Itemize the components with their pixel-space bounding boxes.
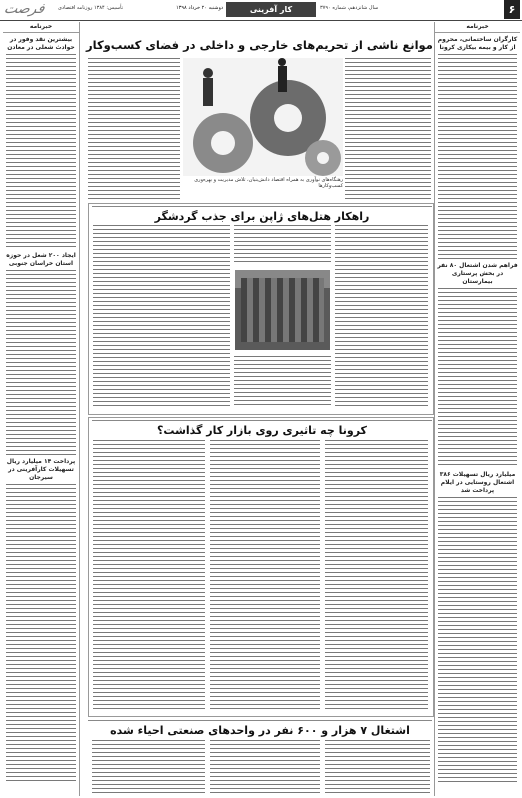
business-gears-illustration bbox=[183, 58, 343, 176]
left-news-body-2 bbox=[6, 270, 76, 455]
article-3-body-col-2 bbox=[210, 440, 320, 710]
page-number: ۶ bbox=[504, 0, 520, 19]
left-news-title-2: ایجاد ۲۰۰ شغل در حوزه استان خراسان جنوبی bbox=[6, 252, 76, 267]
header-meta-right: سال شانزدهم، شماره ۳۷۹۰ bbox=[320, 5, 379, 11]
left-news-body-3 bbox=[6, 484, 76, 784]
headline-article-4: اشتغال ۷ هزار و ۶۰۰ نفر در واحدهای صنعتی احیاء شده bbox=[88, 720, 432, 737]
article-4-body-col-2 bbox=[210, 740, 320, 794]
left-news-body-1 bbox=[6, 54, 76, 249]
article-2-body-col-1 bbox=[335, 225, 428, 408]
hotel-photo bbox=[235, 270, 330, 350]
article-2-body-col-2a bbox=[234, 225, 331, 265]
article-4-body-col-1 bbox=[325, 740, 430, 794]
right-news-body-1 bbox=[438, 54, 517, 259]
headline-article-3: کرونا چه تاثیری روی بازار کار گذاشت؟ bbox=[92, 420, 432, 437]
right-news-title-2: فراهم شدن اشتغال ۸۰ نفر در بخش پرستاری بیمارستان bbox=[437, 262, 518, 285]
issue-date: دوشنبه ۲۰ خرداد ۱۳۹۸ bbox=[176, 5, 224, 11]
article-2-body-col-2b bbox=[234, 356, 331, 408]
right-news-body-2 bbox=[438, 288, 517, 468]
article-2-body-col-3 bbox=[93, 225, 230, 408]
article-1-body-left bbox=[88, 58, 180, 200]
left-news-title-3: پرداخت ۱۴ میلیارد ریال تسهیلات کارآفرینی در سیرجان bbox=[6, 458, 76, 481]
right-news-title-1: کارگران ساختمانی، محروم از کار و بیمه بیکاری کرونا bbox=[437, 36, 518, 51]
headline-article-1: موانع ناشی از تحریم‌های خارجی و داخلی در فضای کسب‌و‌کار bbox=[86, 38, 433, 52]
left-news-column bbox=[3, 22, 80, 796]
article-3-body-col-1 bbox=[325, 440, 428, 710]
right-news-body-3 bbox=[438, 497, 517, 782]
article-3-body-col-3 bbox=[93, 440, 205, 710]
newspaper-logo: فرصت bbox=[2, 1, 46, 17]
illustration-caption: رهنگاه‌های نوآوری به همراه اقتصاد دانش‌بنیان، تلاش مدیریت و بهره‌وری کسب‌وکارها bbox=[194, 177, 343, 189]
left-news-title-1: بیشترین نقد وفور در حوادث شغلی در معادن bbox=[7, 36, 75, 51]
right-column-label: خبرنامه bbox=[435, 22, 520, 33]
right-news-title-3: ۳۸۶ میلیارد ریال تسهیلات اشتغال روستایی در ایلام پرداخت شد bbox=[439, 471, 516, 494]
article-1-body-right bbox=[345, 58, 431, 200]
page-header bbox=[0, 0, 522, 21]
left-column-label: خبرنامه bbox=[3, 22, 79, 33]
right-news-column bbox=[434, 22, 520, 796]
headline-article-2: راهکار هتل‌های ژاپن برای جذب گردشگر bbox=[92, 206, 432, 223]
article-4-body-col-3 bbox=[92, 740, 205, 794]
section-title: کار آفرینی bbox=[226, 2, 316, 17]
header-meta-left: تأسیس: ۱۳۸۴ روزنامه اقتصادی bbox=[58, 5, 123, 11]
